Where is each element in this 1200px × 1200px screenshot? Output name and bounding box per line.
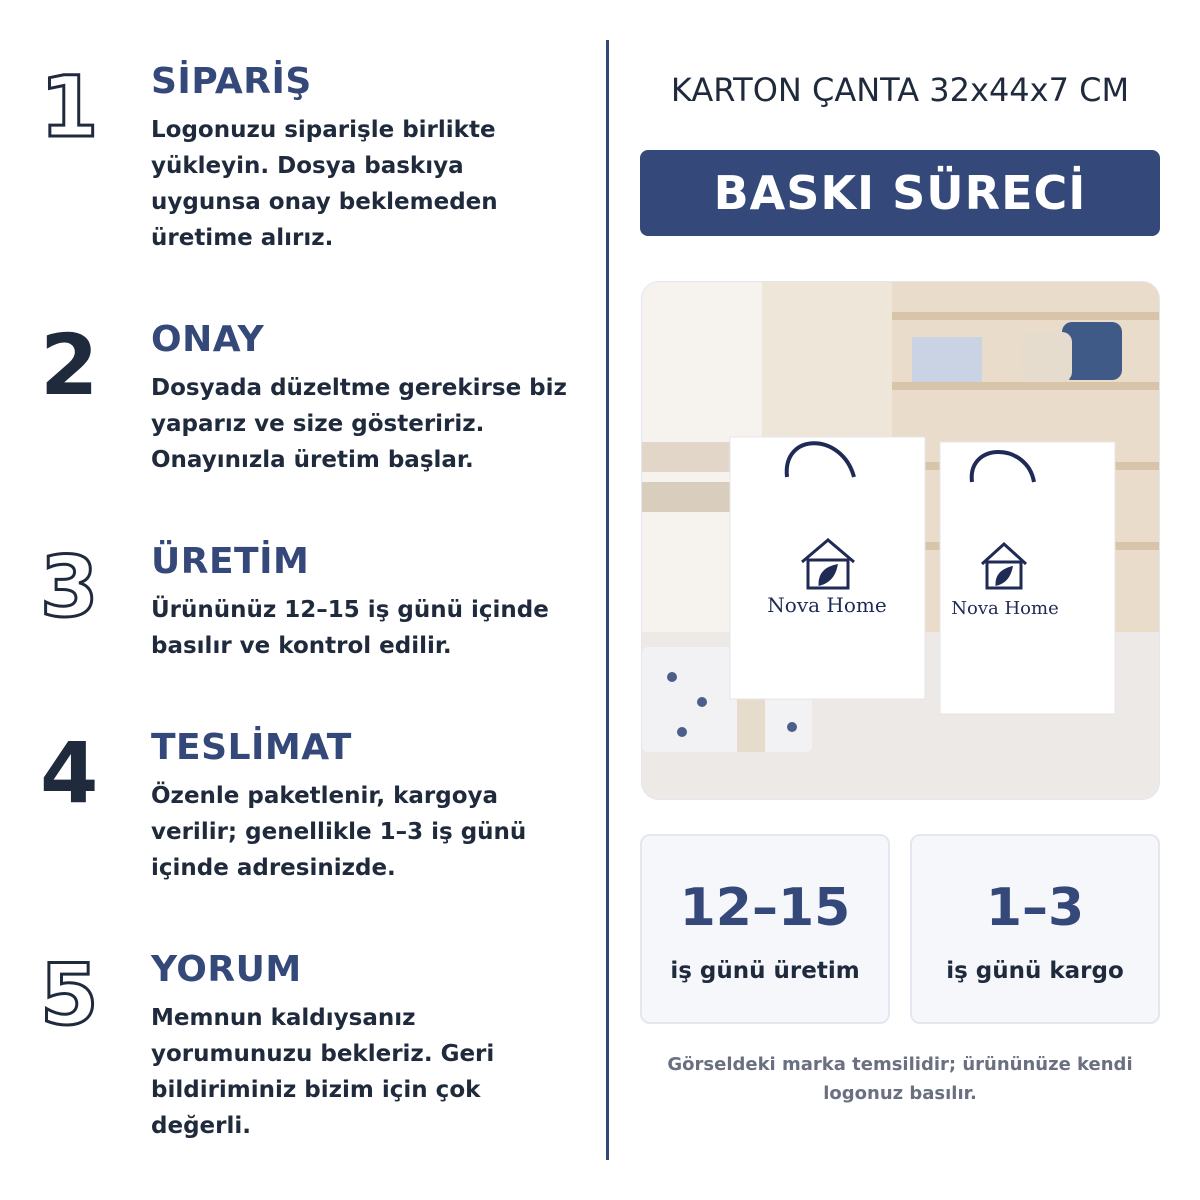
step-title: ÜRETİM [151, 541, 310, 582]
product-title: KARTON ÇANTA 32x44x7 CM [670, 71, 1130, 109]
stat-value: 1–3 [985, 878, 1085, 938]
product-photo [641, 281, 1160, 800]
step-number: 2 [40, 316, 99, 414]
step-description: Ürününüz 12–15 iş günü içinde basılır ve kontrol edilir. [151, 597, 549, 659]
stat-label: iş günü kargo [946, 958, 1124, 984]
step-title: YORUM [151, 949, 302, 990]
brand-disclaimer: Görseldeki marka temsilidir; ürününüze kendi logonuz basılır. [667, 1054, 1133, 1104]
bag-brand-text: Nova Home [767, 593, 887, 617]
step-description: Dosyada düzeltme gerekirse biz yaparız ve size gösteririz. Onayınızla üretim başlar. [151, 375, 567, 473]
stat-card-production [640, 834, 890, 1024]
column-divider [606, 40, 609, 1160]
step-number: 3 [40, 538, 99, 636]
bag-brand-text: Nova Home [951, 598, 1059, 619]
stat-card-shipping [910, 834, 1160, 1024]
process-banner: BASKI SÜRECİ [640, 150, 1160, 236]
stat-value: 12–15 [679, 878, 851, 938]
step-description: Memnun kaldıysanız yorumunuzu bekleriz. Geri bildiriminiz bizim için çok değerli. [151, 1005, 495, 1139]
step-description: Logonuzu siparişle birlikte yükleyin. Dosya baskıya uygunsa onay beklemeden üretime alırız. [151, 117, 498, 251]
step-title: SİPARİŞ [151, 61, 312, 102]
step-title: ONAY [151, 319, 265, 360]
step-title: TESLİMAT [151, 727, 352, 768]
step-number: 5 [40, 946, 99, 1044]
step-description: Özenle paketlenir, kargoya verilir; genellikle 1–3 iş günü içinde adresinizde. [151, 783, 527, 881]
step-number: 1 [40, 58, 99, 156]
stat-label: iş günü üretim [670, 958, 860, 984]
step-number: 4 [40, 724, 99, 822]
